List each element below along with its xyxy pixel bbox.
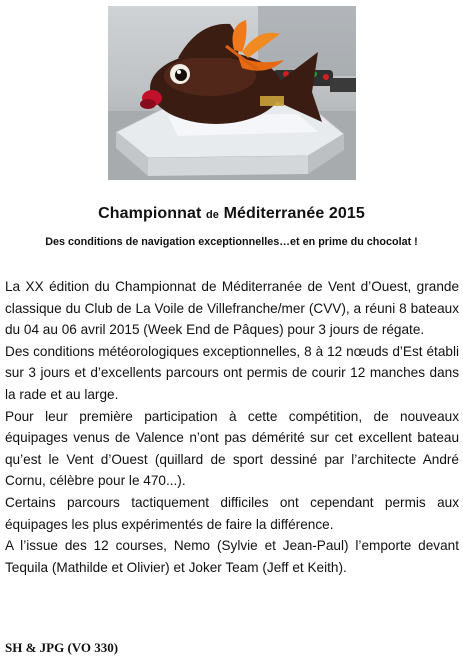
article-title [0,205,463,223]
title-rest: Méditerranée 2015 [223,205,365,222]
title-main: Championnat [98,205,202,222]
article-subtitle: Des conditions de navigation exceptionnelles…et en prime du chocolat ! [45,236,418,248]
article-signature: SH & JPG (VO 330) [5,640,119,655]
paragraph: Des conditions météorologiques exceptionnelles, 8 à 12 nœuds d’Est établi sur 3 jours et d’excellents parcours ont permis de courir 12 manches dans la rade et au large. [5,343,459,402]
trophy-photo-illustration [108,6,356,180]
article-body [5,276,459,578]
paragraph: Pour leur première participation à cette compétition, de nouveaux équipages venus de Valence n’ont pas démérité sur cet excellent bateau qu’est le Vent d’Ouest (quillard de sport dessiné par l’architecte André Cornu, célèbre pour le 470...). [5,408,459,489]
title-connector: de [205,209,220,221]
chocolate-fish-trophy-photo [108,6,356,180]
paragraph: La XX édition du Championnat de Méditerranée de Vent d’Ouest, grande classique du Club de La Voile de Villefranche/mer (CVV), a réuni 8 bateaux du 04 au 06 avril 2015 (Week End de Pâques) pour 3 jours de régate. [5,279,459,338]
paragraph: Certains parcours tactiquement difficiles ont cependant permis aux équipages les plus expérimentés de faire la différence. [5,494,459,532]
paragraph: A l’issue des 12 courses, Nemo (Sylvie et Jean-Paul) l’emporte devant Tequila (Mathilde et Olivier) et Joker Team (Jeff et Keith). [5,538,459,575]
